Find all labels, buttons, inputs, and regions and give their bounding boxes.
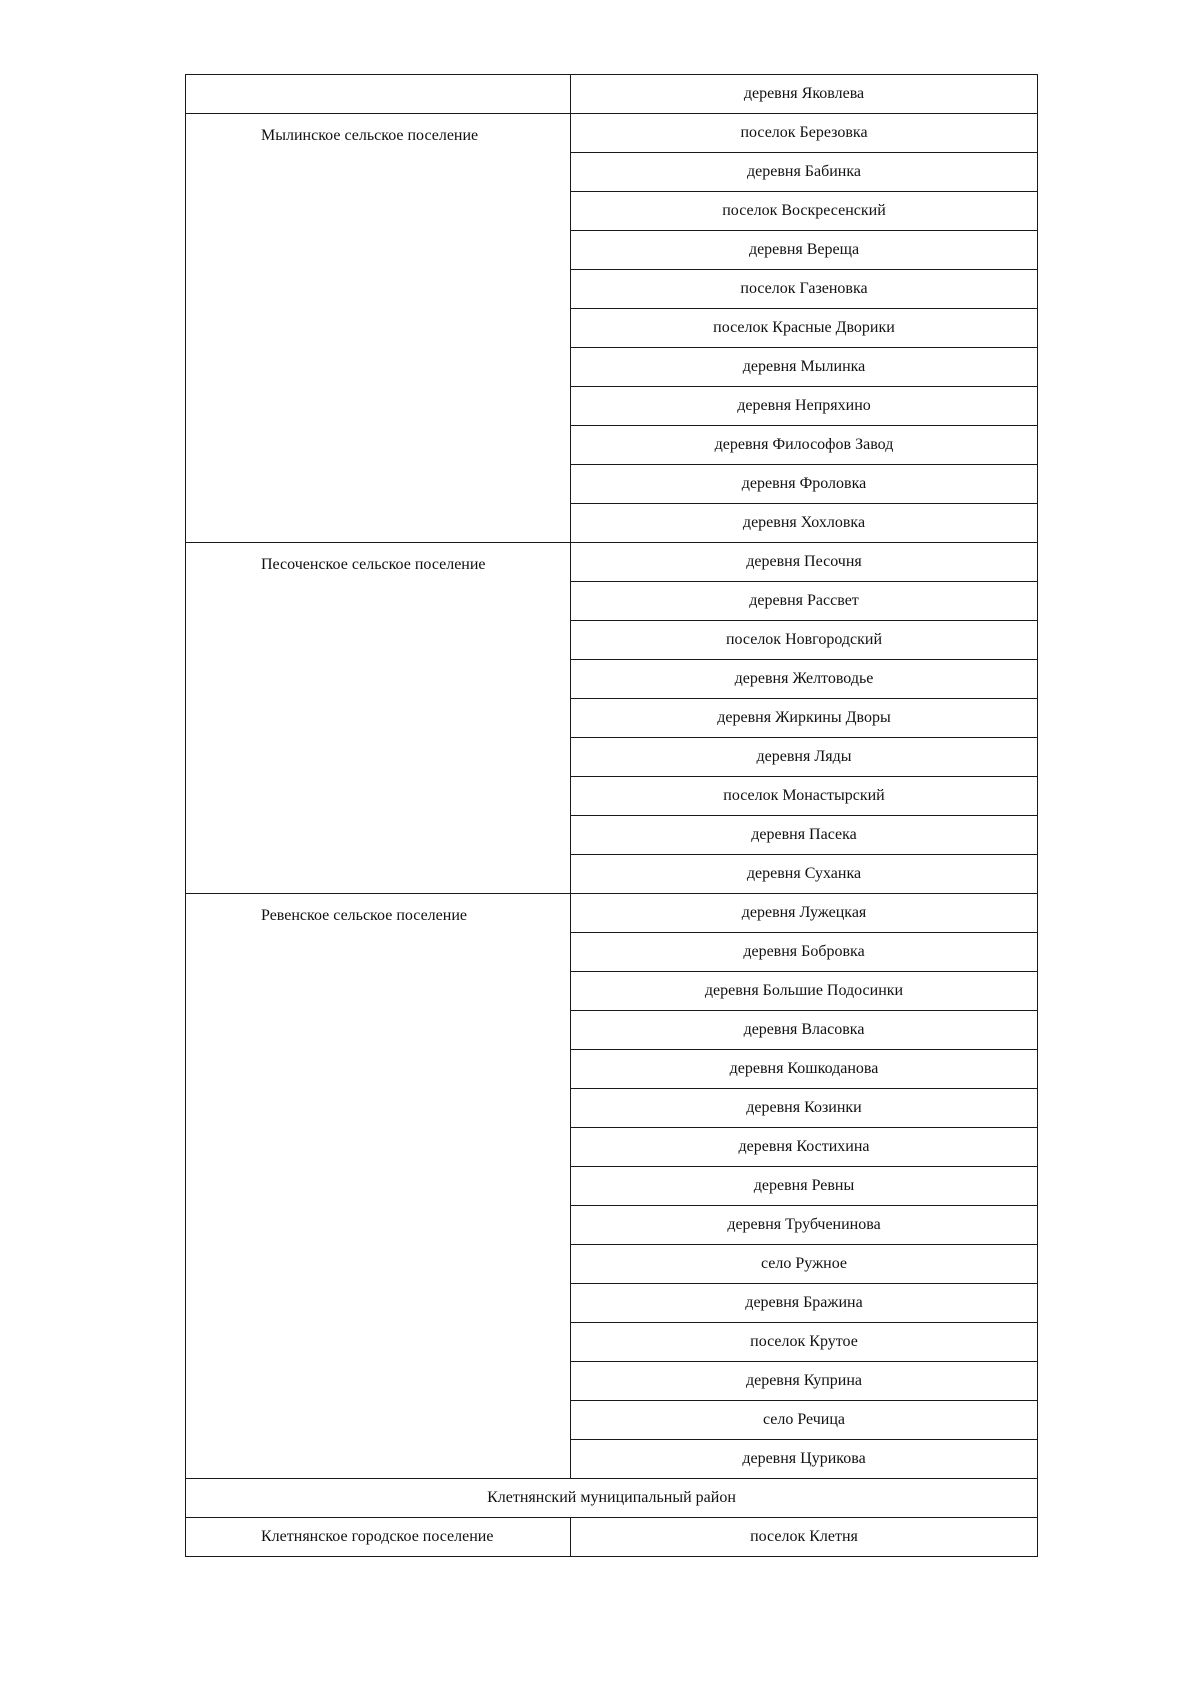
settlement-cell: деревня Бобровка xyxy=(571,933,1038,972)
table-row xyxy=(186,114,1038,153)
settlement-cell: деревня Непряхино xyxy=(571,387,1038,426)
settlement-cell: деревня Пасека xyxy=(571,816,1038,855)
settlement-cell: деревня Рассвет xyxy=(571,582,1038,621)
settlement-cell: деревня Трубченинова xyxy=(571,1206,1038,1245)
municipality-cell: Мылинское сельское поселение xyxy=(186,114,571,543)
table-row xyxy=(186,75,1038,114)
municipality-cell: Песоченское сельское поселение xyxy=(186,543,571,894)
settlement-cell: деревня Суханка xyxy=(571,855,1038,894)
settlement-cell: деревня Философов Завод xyxy=(571,426,1038,465)
settlement-cell: деревня Лужецкая xyxy=(571,894,1038,933)
municipality-cell: Ревенское сельское поселение xyxy=(186,894,571,1479)
settlement-cell: поселок Березовка xyxy=(571,114,1038,153)
settlements-table xyxy=(185,74,1038,1557)
settlement-cell: деревня Хохловка xyxy=(571,504,1038,543)
settlement-cell: деревня Бражина xyxy=(571,1284,1038,1323)
settlement-cell: деревня Бабинка xyxy=(571,153,1038,192)
settlement-cell: деревня Власовка xyxy=(571,1011,1038,1050)
settlement-cell: деревня Цурикова xyxy=(571,1440,1038,1479)
settlement-cell: деревня Козинки xyxy=(571,1089,1038,1128)
district-row xyxy=(186,1479,1038,1518)
municipality-cell-empty xyxy=(186,75,571,114)
settlement-cell: деревня Ляды xyxy=(571,738,1038,777)
settlement-cell: деревня Желтоводье xyxy=(571,660,1038,699)
table-row xyxy=(186,1518,1038,1557)
settlement-cell: деревня Кошкоданова xyxy=(571,1050,1038,1089)
settlement-cell: село Речица xyxy=(571,1401,1038,1440)
settlement-cell: деревня Мылинка xyxy=(571,348,1038,387)
settlement-cell: деревня Куприна xyxy=(571,1362,1038,1401)
settlement-cell: поселок Новгородский xyxy=(571,621,1038,660)
settlement-cell: деревня Костихина xyxy=(571,1128,1038,1167)
table-body xyxy=(186,75,1038,1557)
settlement-cell: деревня Ревны xyxy=(571,1167,1038,1206)
table-row xyxy=(186,894,1038,933)
settlement-cell: деревня Вереща xyxy=(571,231,1038,270)
document-page xyxy=(185,74,1037,1557)
settlement-cell: поселок Клетня xyxy=(571,1518,1038,1557)
district-heading: Клетнянский муниципальный район xyxy=(186,1479,1038,1518)
settlement-cell: поселок Воскресенский xyxy=(571,192,1038,231)
settlement-cell: деревня Песочня xyxy=(571,543,1038,582)
settlement-cell: деревня Фроловка xyxy=(571,465,1038,504)
table-row xyxy=(186,543,1038,582)
settlement-cell: поселок Красные Дворики xyxy=(571,309,1038,348)
settlement-cell: деревня Большие Подосинки xyxy=(571,972,1038,1011)
settlement-cell: поселок Крутое xyxy=(571,1323,1038,1362)
settlement-cell: село Ружное xyxy=(571,1245,1038,1284)
settlement-cell: поселок Монастырский xyxy=(571,777,1038,816)
settlement-cell: деревня Яковлева xyxy=(571,75,1038,114)
settlement-cell: поселок Газеновка xyxy=(571,270,1038,309)
settlement-cell: деревня Жиркины Дворы xyxy=(571,699,1038,738)
municipality-cell: Клетнянское городское поселение xyxy=(186,1518,571,1557)
